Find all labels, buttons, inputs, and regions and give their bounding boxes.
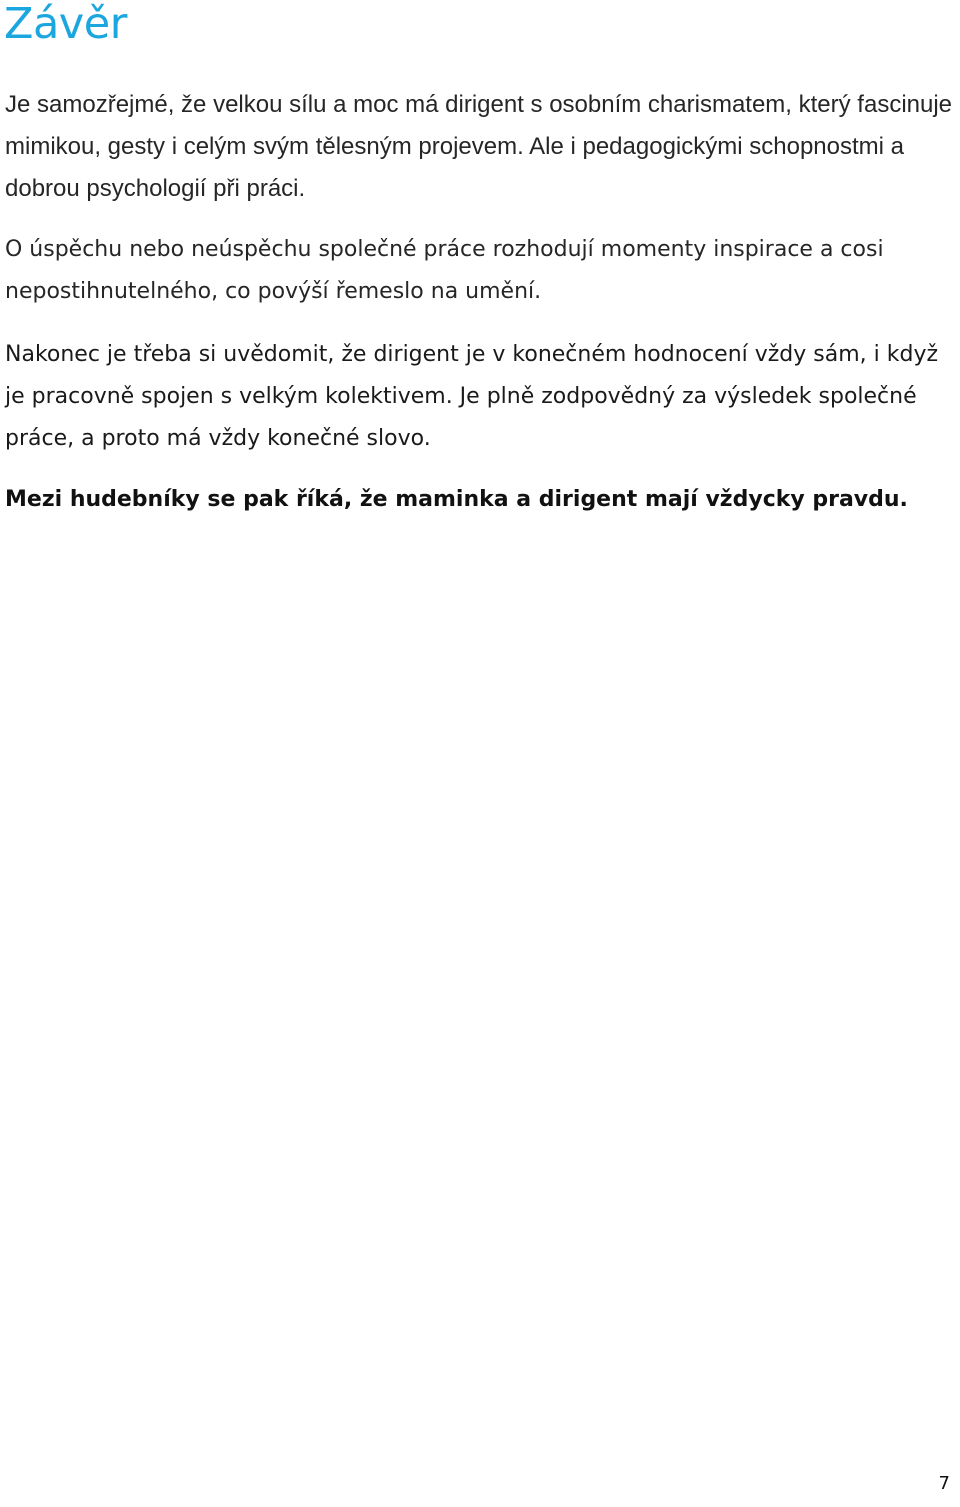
- page-number: 7: [938, 1473, 950, 1494]
- paragraph-charisma: Je samozřejmé, že velkou sílu a moc má dirigent s osobním charismatem, který fascinuje mimikou, gesty i celým svým tělesným projevem. Ale i pedagogickými schopnostmi a dobrou psychologií při práci.: [5, 91, 953, 202]
- closing-statement: Mezi hudebníky se pak říká, že maminka a dirigent mají vždycky pravdu.: [5, 487, 908, 512]
- paragraph-inspiration: O úspěchu nebo neúspěchu společné práce rozhodují momenty inspirace a cosi nepostihnutelného, co povýší řemeslo na umění.: [5, 237, 884, 304]
- page-title: Závěr: [4, 0, 127, 49]
- paragraph-responsibility: Nakonec je třeba si uvědomit, že dirigent je v konečném hodnocení vždy sám, i když je pracovně spojen s velkým kolektivem. Je plně zodpovědný za výsledek společné práce, a proto má vždy konečné slovo.: [5, 342, 939, 451]
